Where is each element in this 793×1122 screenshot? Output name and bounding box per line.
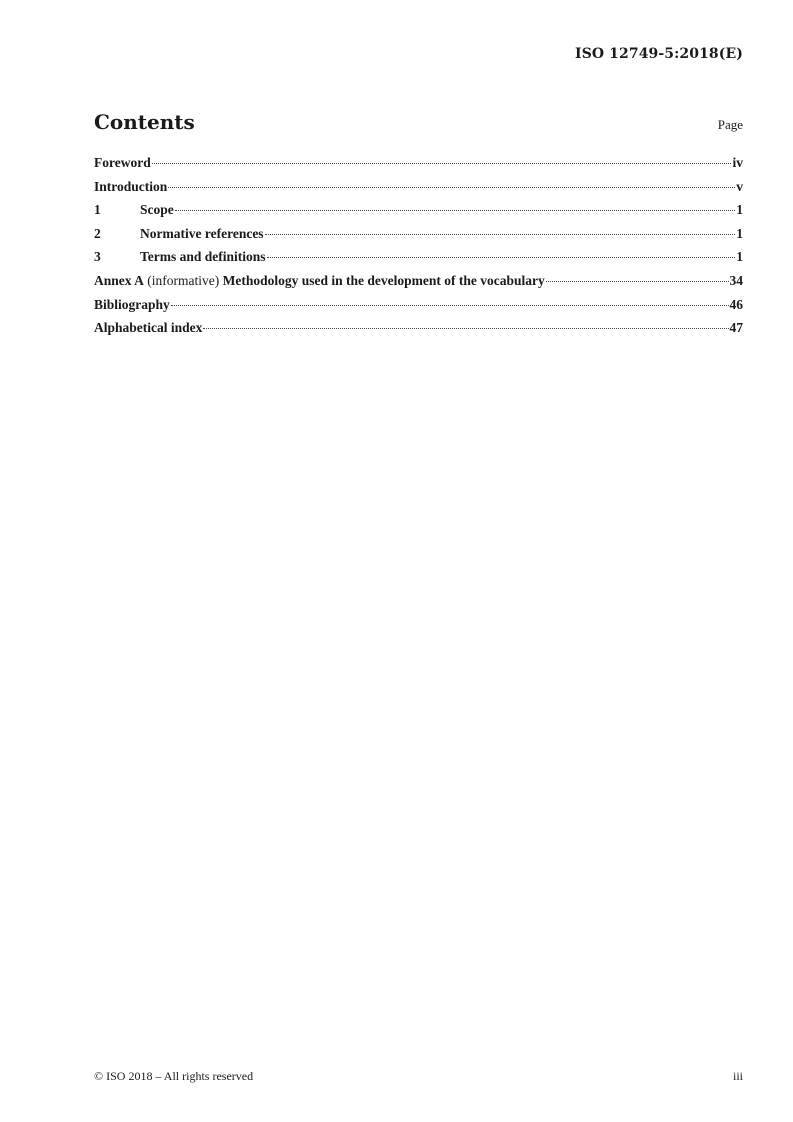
toc-entry-title: Introduction (94, 178, 168, 194)
toc-entry-annex-a[interactable] (94, 273, 743, 297)
toc-entry-number: 2 (94, 225, 101, 241)
toc-entry-title: Scope (140, 202, 174, 218)
toc-entry-title: Alphabetical index (94, 320, 203, 336)
document-id: ISO 12749-5:2018(E) (575, 46, 743, 62)
toc-entry-page: iv (732, 155, 743, 170)
dot-leader (152, 163, 732, 164)
dot-leader (175, 210, 736, 211)
toc-entry-foreword[interactable] (94, 155, 743, 179)
dot-leader (203, 328, 728, 329)
toc-entry-page: 1 (736, 249, 743, 265)
dot-leader (265, 234, 736, 235)
dot-leader (546, 281, 729, 282)
contents-heading-row (94, 110, 743, 134)
toc-entry-title: Methodology used in the development of the vocabulary (222, 272, 545, 288)
toc-entry-page: 1 (736, 225, 743, 241)
dot-leader (168, 187, 735, 188)
toc-entry-page: 46 (729, 296, 743, 312)
toc-entry-title: Bibliography (94, 296, 170, 312)
page-number: iii (732, 1069, 743, 1083)
toc-entry-alphabetical-index[interactable] (94, 320, 743, 344)
toc-entry-title: Terms and definitions (140, 249, 266, 265)
toc-entry-title: Foreword (94, 155, 151, 170)
toc-entry-scope[interactable] (94, 202, 743, 226)
dot-leader (171, 305, 729, 306)
toc-entry-page: 34 (729, 272, 743, 288)
table-of-contents (94, 155, 743, 344)
copyright-notice: © ISO 2018 – All rights reserved (94, 1069, 254, 1083)
annex-label: Annex A (94, 272, 144, 288)
contents-title: Contents (94, 110, 195, 134)
toc-entry-bibliography[interactable] (94, 297, 743, 321)
toc-entry-number: 1 (94, 202, 101, 218)
toc-entry-title: Normative references (140, 225, 264, 241)
toc-entry-annex-title (94, 273, 545, 289)
page-column-label: Page (717, 117, 743, 132)
toc-entry-number: 3 (94, 249, 101, 265)
toc-entry-introduction[interactable] (94, 179, 743, 203)
dot-leader (267, 257, 736, 258)
toc-entry-terms-and-definitions[interactable] (94, 249, 743, 273)
toc-entry-normative-references[interactable] (94, 226, 743, 250)
toc-entry-page: 1 (736, 202, 743, 218)
page-footer (94, 1069, 743, 1084)
toc-entry-page: v (736, 178, 743, 194)
toc-entry-page: 47 (729, 320, 743, 336)
annex-qualifier: (informative) (147, 272, 220, 288)
